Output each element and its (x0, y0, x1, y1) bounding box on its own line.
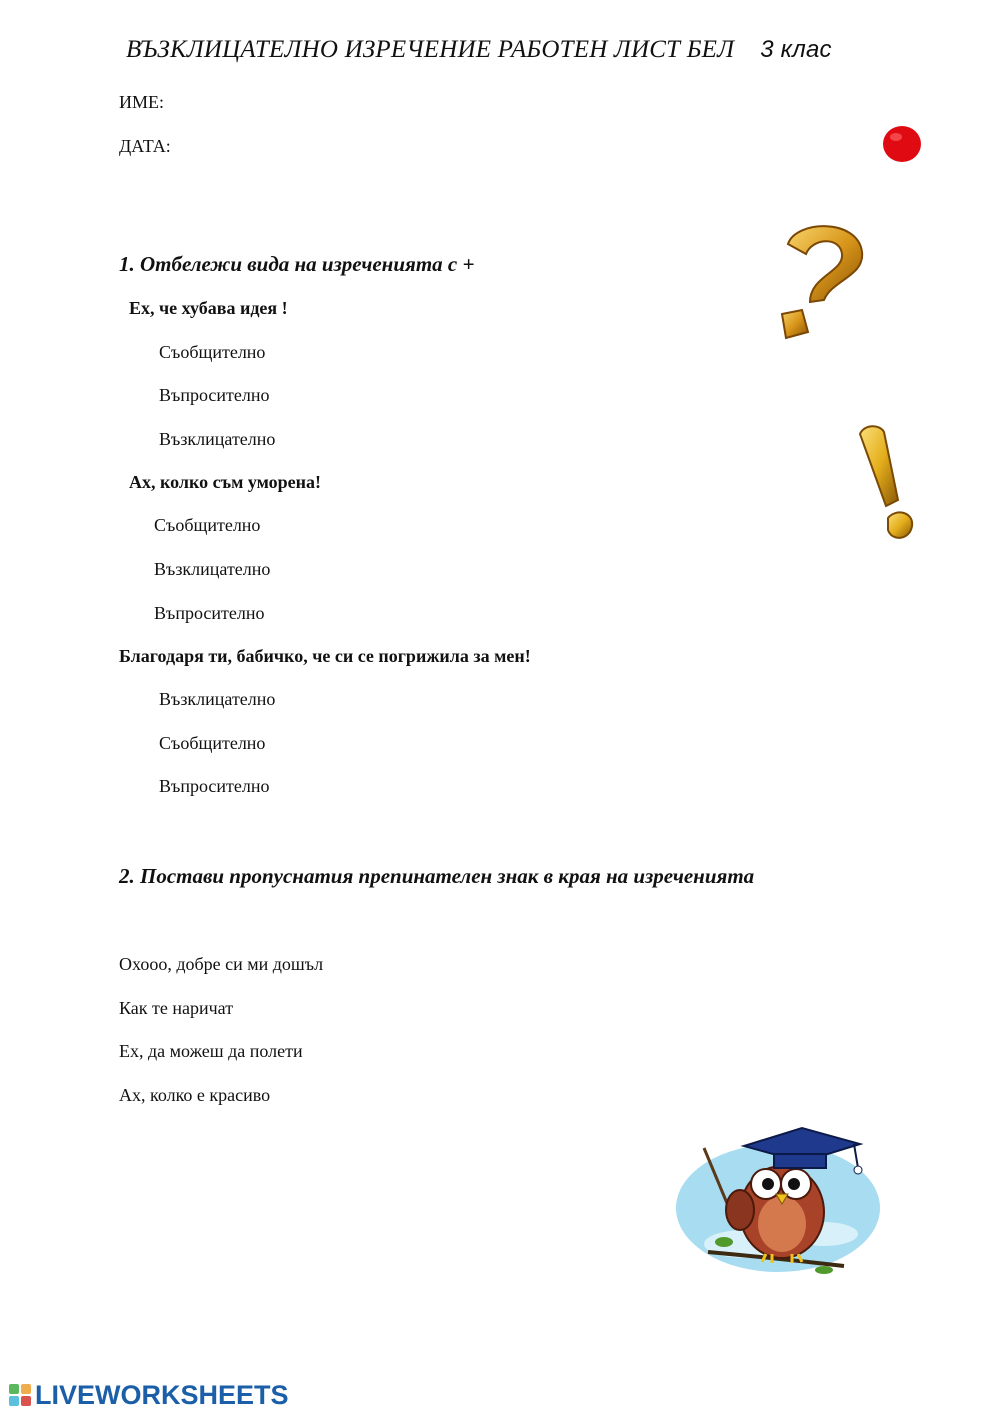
logo-text: LIVEWORKSHEETS (35, 1379, 289, 1410)
grade-label: 3 клас (760, 36, 832, 63)
question-1-option-2[interactable]: Въпросително (159, 385, 270, 405)
question-2-option-2[interactable]: Възклицателно (154, 559, 271, 579)
liveworksheets-logo (9, 1378, 289, 1412)
task2-sentence-4[interactable]: Ах, колко е красиво (119, 1085, 271, 1105)
owl-teacher-illustration (674, 1124, 884, 1274)
task2-heading: 2. Постави пропуснатия препинателен знак в края на изреченията (119, 864, 755, 888)
question-2-sentence: Ах, колко съм уморена! (129, 472, 322, 492)
worksheet-title (126, 36, 832, 64)
question-1-sentence: Ех, че хубава идея ! (129, 298, 288, 318)
question-3-option-1[interactable]: Възклицателно (159, 689, 276, 709)
exclamation-mark-icon (852, 422, 924, 544)
date-label: ДАТА: (119, 136, 171, 156)
task1-heading: 1. Отбележи вида на изреченията с + (119, 252, 475, 276)
task2-sentence-3[interactable]: Ех, да можеш да полети (119, 1041, 303, 1061)
question-mark-icon (766, 214, 876, 342)
question-1-option-3[interactable]: Възклицателно (159, 429, 276, 449)
task2-sentence-1[interactable]: Охооо, добре си ми дошъл (119, 954, 324, 974)
question-3-option-3[interactable]: Въпросително (159, 776, 270, 796)
question-2-option-1[interactable]: Съобщително (154, 515, 261, 535)
task2-sentence-2[interactable]: Как те наричат (119, 998, 234, 1018)
question-1-option-1[interactable]: Съобщително (159, 342, 266, 362)
question-3-option-2[interactable]: Съобщително (159, 733, 266, 753)
question-3-sentence: Благодаря ти, бабичко, че си се погрижила за мен! (119, 646, 531, 666)
question-2-option-3[interactable]: Въпросително (154, 603, 265, 623)
period-dot-icon (872, 118, 932, 168)
logo-blocks-icon (9, 1384, 31, 1406)
title-text: ВЪЗКЛИЦАТЕЛНО ИЗРЕЧЕНИЕ РАБОТЕН ЛИСТ БЕЛ (126, 36, 735, 63)
name-label: ИМЕ: (119, 92, 164, 112)
